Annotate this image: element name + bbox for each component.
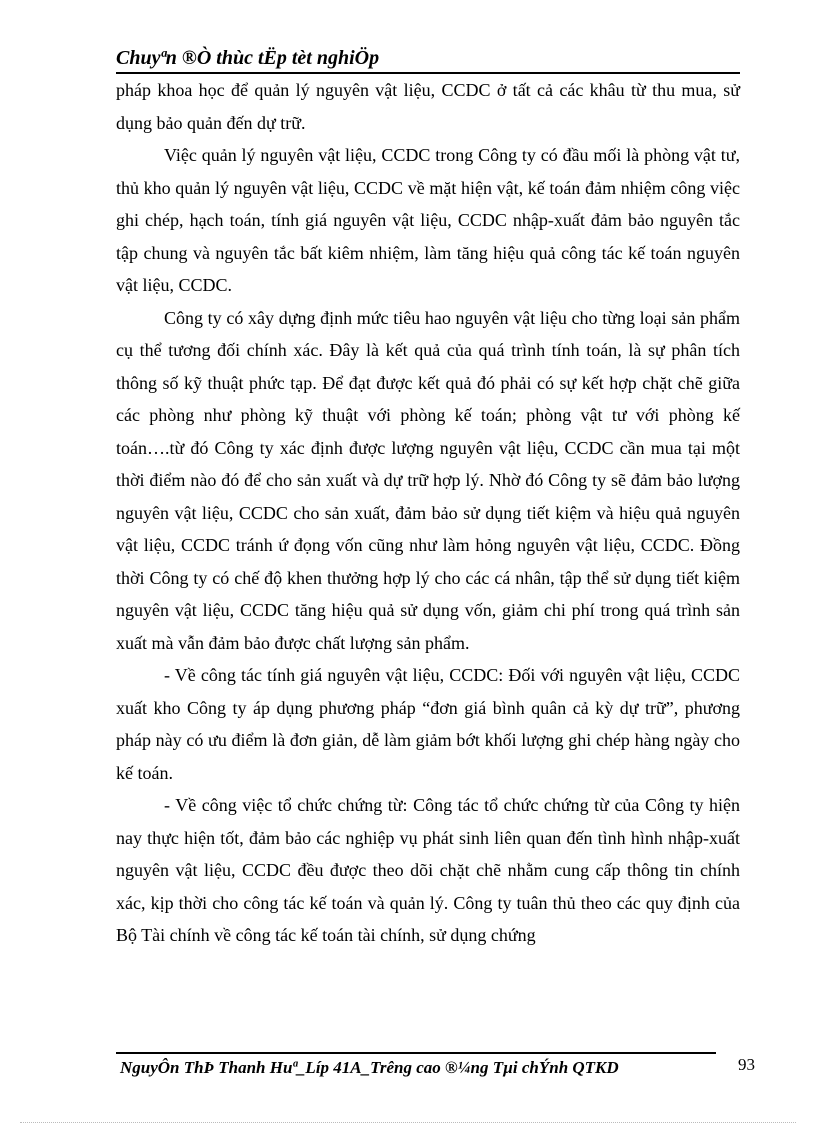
footer-divider: [116, 1052, 716, 1054]
paragraph: Việc quản lý nguyên vật liệu, CCDC trong Công ty có đầu mối là phòng vật tư, thủ kho quản lý nguyên vật liệu, CCDC về mặt hiện vật, kế toán đảm nhiệm công việc ghi chép, hạch toán, tính giá nguyên vật liệu, CCDC nhập-xuất đảm bảo nguyên tắc tập chung và nguyên tắc bất kiêm nhiệm, làm tăng hiệu quả công tác kế toán nguyên vật liệu, CCDC.: [116, 145, 740, 295]
footer-author-line: NguyÔn ThÞ Thanh Huª_Líp 41A_Trêng cao ®¼ng Tµi chÝnh QTKD: [120, 1058, 619, 1077]
paragraph-continuation: pháp khoa học để quản lý nguyên vật liệu, CCDC ở tất cả các khâu từ thu mua, sử dụng bảo quản đến dự trữ.: [116, 80, 740, 133]
paragraph: - Về công tác tính giá nguyên vật liệu, CCDC: Đối với nguyên vật liệu, CCDC xuất kho Công ty áp dụng phương pháp “đơn giá bình quân cả kỳ dự trữ”, phương pháp này có ưu điểm là đơn giản, dễ làm giảm bớt khối lượng ghi chép hàng ngày cho kế toán.: [116, 665, 740, 783]
page-header-title: Chuyªn ®Ò thùc tËp tèt nghiÖp: [116, 47, 380, 69]
body-text: [116, 74, 740, 952]
page-number: 93: [738, 1055, 755, 1074]
paragraph: - Về công việc tổ chức chứng từ: Công tác tổ chức chứng từ của Công ty hiện nay thực hiện tốt, đảm bảo các nghiệp vụ phát sinh liên quan đến tình hình nhập-xuất nguyên vật liệu, CCDC đều được theo dõi chặt chẽ nhằm cung cấp thông tin chính xác, kịp thời cho công tác kế toán và quản lý. Công ty tuân thủ theo các quy định của Bộ Tài chính về công tác kế toán tài chính, sử dụng chứng: [116, 795, 740, 945]
paragraph: Công ty có xây dựng định mức tiêu hao nguyên vật liệu cho từng loại sản phẩm cụ thể tương đối chính xác. Đây là kết quả của quá trình tính toán, là sự phân tích thông số kỹ thuật phức tạp. Để đạt được kết quả đó phải có sự kết hợp chặt chẽ giữa các phòng như phòng kỹ thuật với phòng kế toán; phòng vật tư với phòng kế toán….từ đó Công ty xác định được lượng nguyên vật liệu, CCDC cần mua tại một thời điểm nào đó để cho sản xuất và dự trữ hợp lý. Nhờ đó Công ty sẽ đảm bảo lượng nguyên vật liệu, CCDC cho sản xuất, đảm bảo sử dụng tiết kiệm và hiệu quả nguyên vật liệu, CCDC tránh ứ đọng vốn cũng như làm hỏng nguyên vật liệu, CCDC. Đồng thời Công ty có chế độ khen thưởng hợp lý cho các cá nhân, tập thể sử dụng tiết kiệm nguyên vật liệu, CCDC tăng hiệu quả sử dụng vốn, giảm chi phí trong quá trình sản xuất mà vẫn đảm bảo được chất lượng sản phẩm.: [116, 307, 740, 653]
